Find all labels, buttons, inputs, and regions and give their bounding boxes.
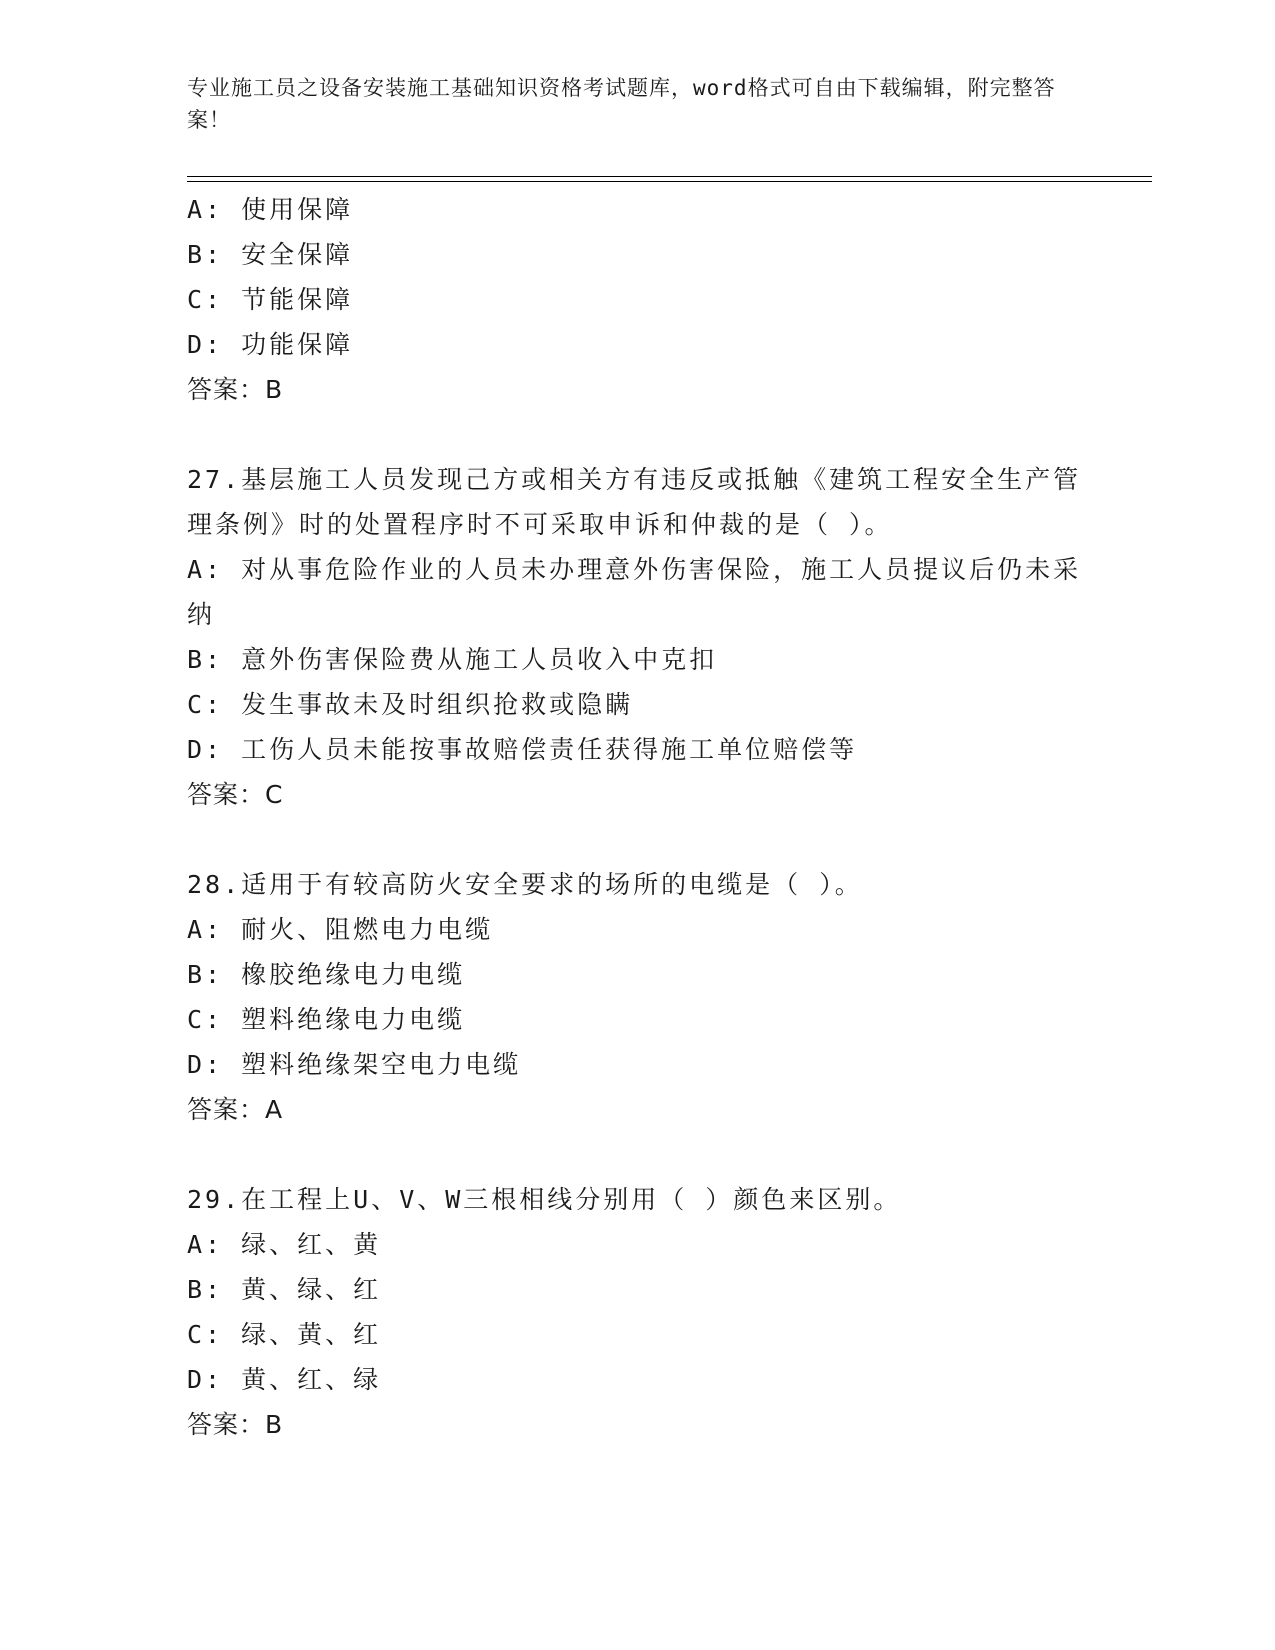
option-d: D: 工伤人员未能按事故赔偿责任获得施工单位赔偿等 <box>187 735 858 764</box>
option-a: A: 耐火、阻燃电力电缆 <box>187 915 494 944</box>
question-stem: 27.基层施工人员发现己方或相关方有违反或抵触《建筑工程安全生产管理条例》时的处置程序时不可采取申诉和仲裁的是（ ）。 <box>187 465 1082 539</box>
question-26 <box>187 187 1087 412</box>
option-d: D: 塑料绝缘架空电力电缆 <box>187 1050 522 1079</box>
option-b: B: 黄、绿、红 <box>187 1275 382 1304</box>
option-b: B: 安全保障 <box>187 240 354 269</box>
question-27 <box>187 457 1087 817</box>
question-28 <box>187 862 1087 1132</box>
option-c: C: 塑料绝缘电力电缆 <box>187 1005 466 1034</box>
answer: 答案：C <box>187 780 284 809</box>
option-d: D: 黄、红、绿 <box>187 1365 382 1394</box>
option-c: C: 发生事故未及时组织抢救或隐瞒 <box>187 690 634 719</box>
question-stem: 29.在工程上U、V、W三根相线分别用（ ）颜色来区别。 <box>187 1185 902 1214</box>
document-intro: 专业施工员之设备安装施工基础知识资格考试题库，word格式可自由下载编辑，附完整答案！ <box>187 76 1056 132</box>
option-a: A: 使用保障 <box>187 195 354 224</box>
option-c: C: 绿、黄、红 <box>187 1320 382 1349</box>
question-stem: 28.适用于有较高防火安全要求的场所的电缆是（ ）。 <box>187 870 863 899</box>
option-b: B: 橡胶绝缘电力电缆 <box>187 960 466 989</box>
option-a: A: 对从事危险作业的人员未办理意外伤害保险，施工人员提议后仍未采纳 <box>187 555 1082 629</box>
header-divider-bottom <box>187 181 1152 182</box>
answer: 答案：B <box>187 1410 284 1439</box>
option-c: C: 节能保障 <box>187 285 354 314</box>
header-divider-top <box>187 176 1152 177</box>
question-29 <box>187 1177 1087 1447</box>
answer: 答案：A <box>187 1095 284 1124</box>
answer: 答案：B <box>187 375 284 404</box>
option-b: B: 意外伤害保险费从施工人员收入中克扣 <box>187 645 718 674</box>
question-list <box>187 187 1087 1447</box>
option-d: D: 功能保障 <box>187 330 354 359</box>
option-a: A: 绿、红、黄 <box>187 1230 382 1259</box>
